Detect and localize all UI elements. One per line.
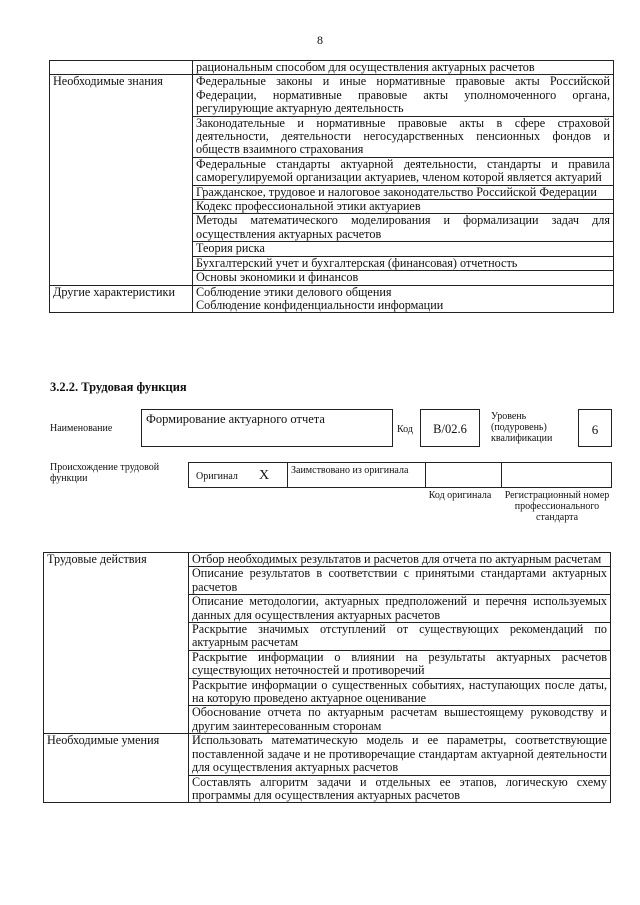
code-original-caption: Код оригинала bbox=[428, 490, 492, 501]
borrowed-label: Заимствовано из оригинала bbox=[291, 465, 409, 476]
continuation-cell: рациональным способом для осуществления актуарных расчетов bbox=[193, 61, 614, 75]
level-label: Уровень (подуровень) квалификации bbox=[491, 411, 553, 444]
page-number: 8 bbox=[317, 33, 323, 47]
reg-number-caption: Регистрационный номер профессионального стандарта bbox=[504, 490, 610, 523]
knowledge-item: Теория риска bbox=[193, 242, 614, 256]
table-row bbox=[44, 553, 611, 567]
function-name: Формирование актуарного отчета bbox=[146, 412, 325, 426]
level-value: 6 bbox=[591, 422, 599, 437]
original-label: Оригинал bbox=[196, 471, 238, 482]
action-item: Раскрытие значимых отступлений от существующих рекомендаций по актуарным расчетам bbox=[189, 623, 611, 651]
origin-box bbox=[188, 462, 612, 488]
level-box bbox=[578, 409, 612, 447]
other-label: Другие характеристики bbox=[50, 285, 193, 313]
section-title: 3.2.2. Трудовая функция bbox=[50, 380, 187, 394]
name-label: Наименование bbox=[50, 423, 113, 434]
code-box bbox=[420, 409, 480, 447]
divider bbox=[425, 463, 426, 487]
action-item: Раскрытие информации о влиянии на результаты актуарных расчетов существующих неточностей и противоречий bbox=[189, 650, 611, 678]
knowledge-item: Кодекс профессиональной этики актуариев bbox=[193, 200, 614, 214]
skill-item: Использовать математическую модель и ее параметры, соответствующие поставленной задаче и не противоречащие стандартам актуарной деятельности для осуществления актуарных расчетов bbox=[189, 734, 611, 775]
other-item: Соблюдение этики делового общения bbox=[193, 285, 614, 299]
skill-item: Составлять алгоритм задачи и отдельных ее этапов, логическую схему программы для осуществления актуарных расчетов bbox=[189, 775, 611, 803]
table-row bbox=[44, 734, 611, 775]
row-label bbox=[50, 61, 193, 75]
knowledge-item: Бухгалтерский учет и бухгалтерская (финансовая) отчетность bbox=[193, 256, 614, 270]
action-item: Обоснование отчета по актуарным расчетам вышестоящему руководству и другим заинтересованным сторонам bbox=[189, 706, 611, 734]
other-item: Соблюдение конфиденциальности информации bbox=[193, 299, 614, 313]
action-item: Описание методологии, актуарных предположений и перечня используемых данных для осуществления актуарных расчетов bbox=[189, 595, 611, 623]
skills-label: Необходимые умения bbox=[44, 734, 189, 803]
original-mark: X bbox=[259, 468, 270, 483]
function-table bbox=[43, 552, 611, 803]
action-item: Отбор необходимых результатов и расчетов для отчета по актуарным расчетам bbox=[189, 553, 611, 567]
table-row bbox=[50, 75, 614, 116]
actions-label: Трудовые действия bbox=[44, 553, 189, 734]
action-item: Описание результатов в соответствии с принятыми стандартами актуарных расчетов bbox=[189, 567, 611, 595]
divider bbox=[501, 463, 502, 487]
code-label: Код bbox=[397, 424, 413, 435]
knowledge-item: Гражданское, трудовое и налоговое законодательство Российской Федерации bbox=[193, 185, 614, 199]
knowledge-item: Основы экономики и финансов bbox=[193, 271, 614, 285]
function-name-box bbox=[141, 409, 393, 447]
knowledge-item: Методы математического моделирования и формализации задач для осуществления актуарных расчетов bbox=[193, 214, 614, 242]
knowledge-item: Федеральные законы и иные нормативные правовые акты Российской Федерации, нормативные правовые акты уполномоченного органа, регулирующие актуарную деятельность bbox=[193, 75, 614, 116]
knowledge-label: Необходимые знания bbox=[50, 75, 193, 285]
origin-label: Происхождение трудовой функции bbox=[50, 462, 160, 484]
knowledge-item: Законодательные и нормативные правовые акты в сфере страховой деятельности, деятельности негосударственных пенсионных фондов и обществ взаимного страхования bbox=[193, 116, 614, 157]
divider bbox=[287, 463, 288, 487]
knowledge-item: Федеральные стандарты актуарной деятельности, стандарты и правила саморегулируемой организации актуариев, членом которой является актуарий bbox=[193, 157, 614, 185]
code-value: B/02.6 bbox=[433, 422, 467, 436]
knowledge-table bbox=[49, 60, 614, 313]
action-item: Раскрытие информации о существенных событиях, наступающих после даты, на которую проведено актуарное оценивание bbox=[189, 678, 611, 706]
table-row bbox=[50, 61, 614, 75]
table-row bbox=[50, 285, 614, 299]
